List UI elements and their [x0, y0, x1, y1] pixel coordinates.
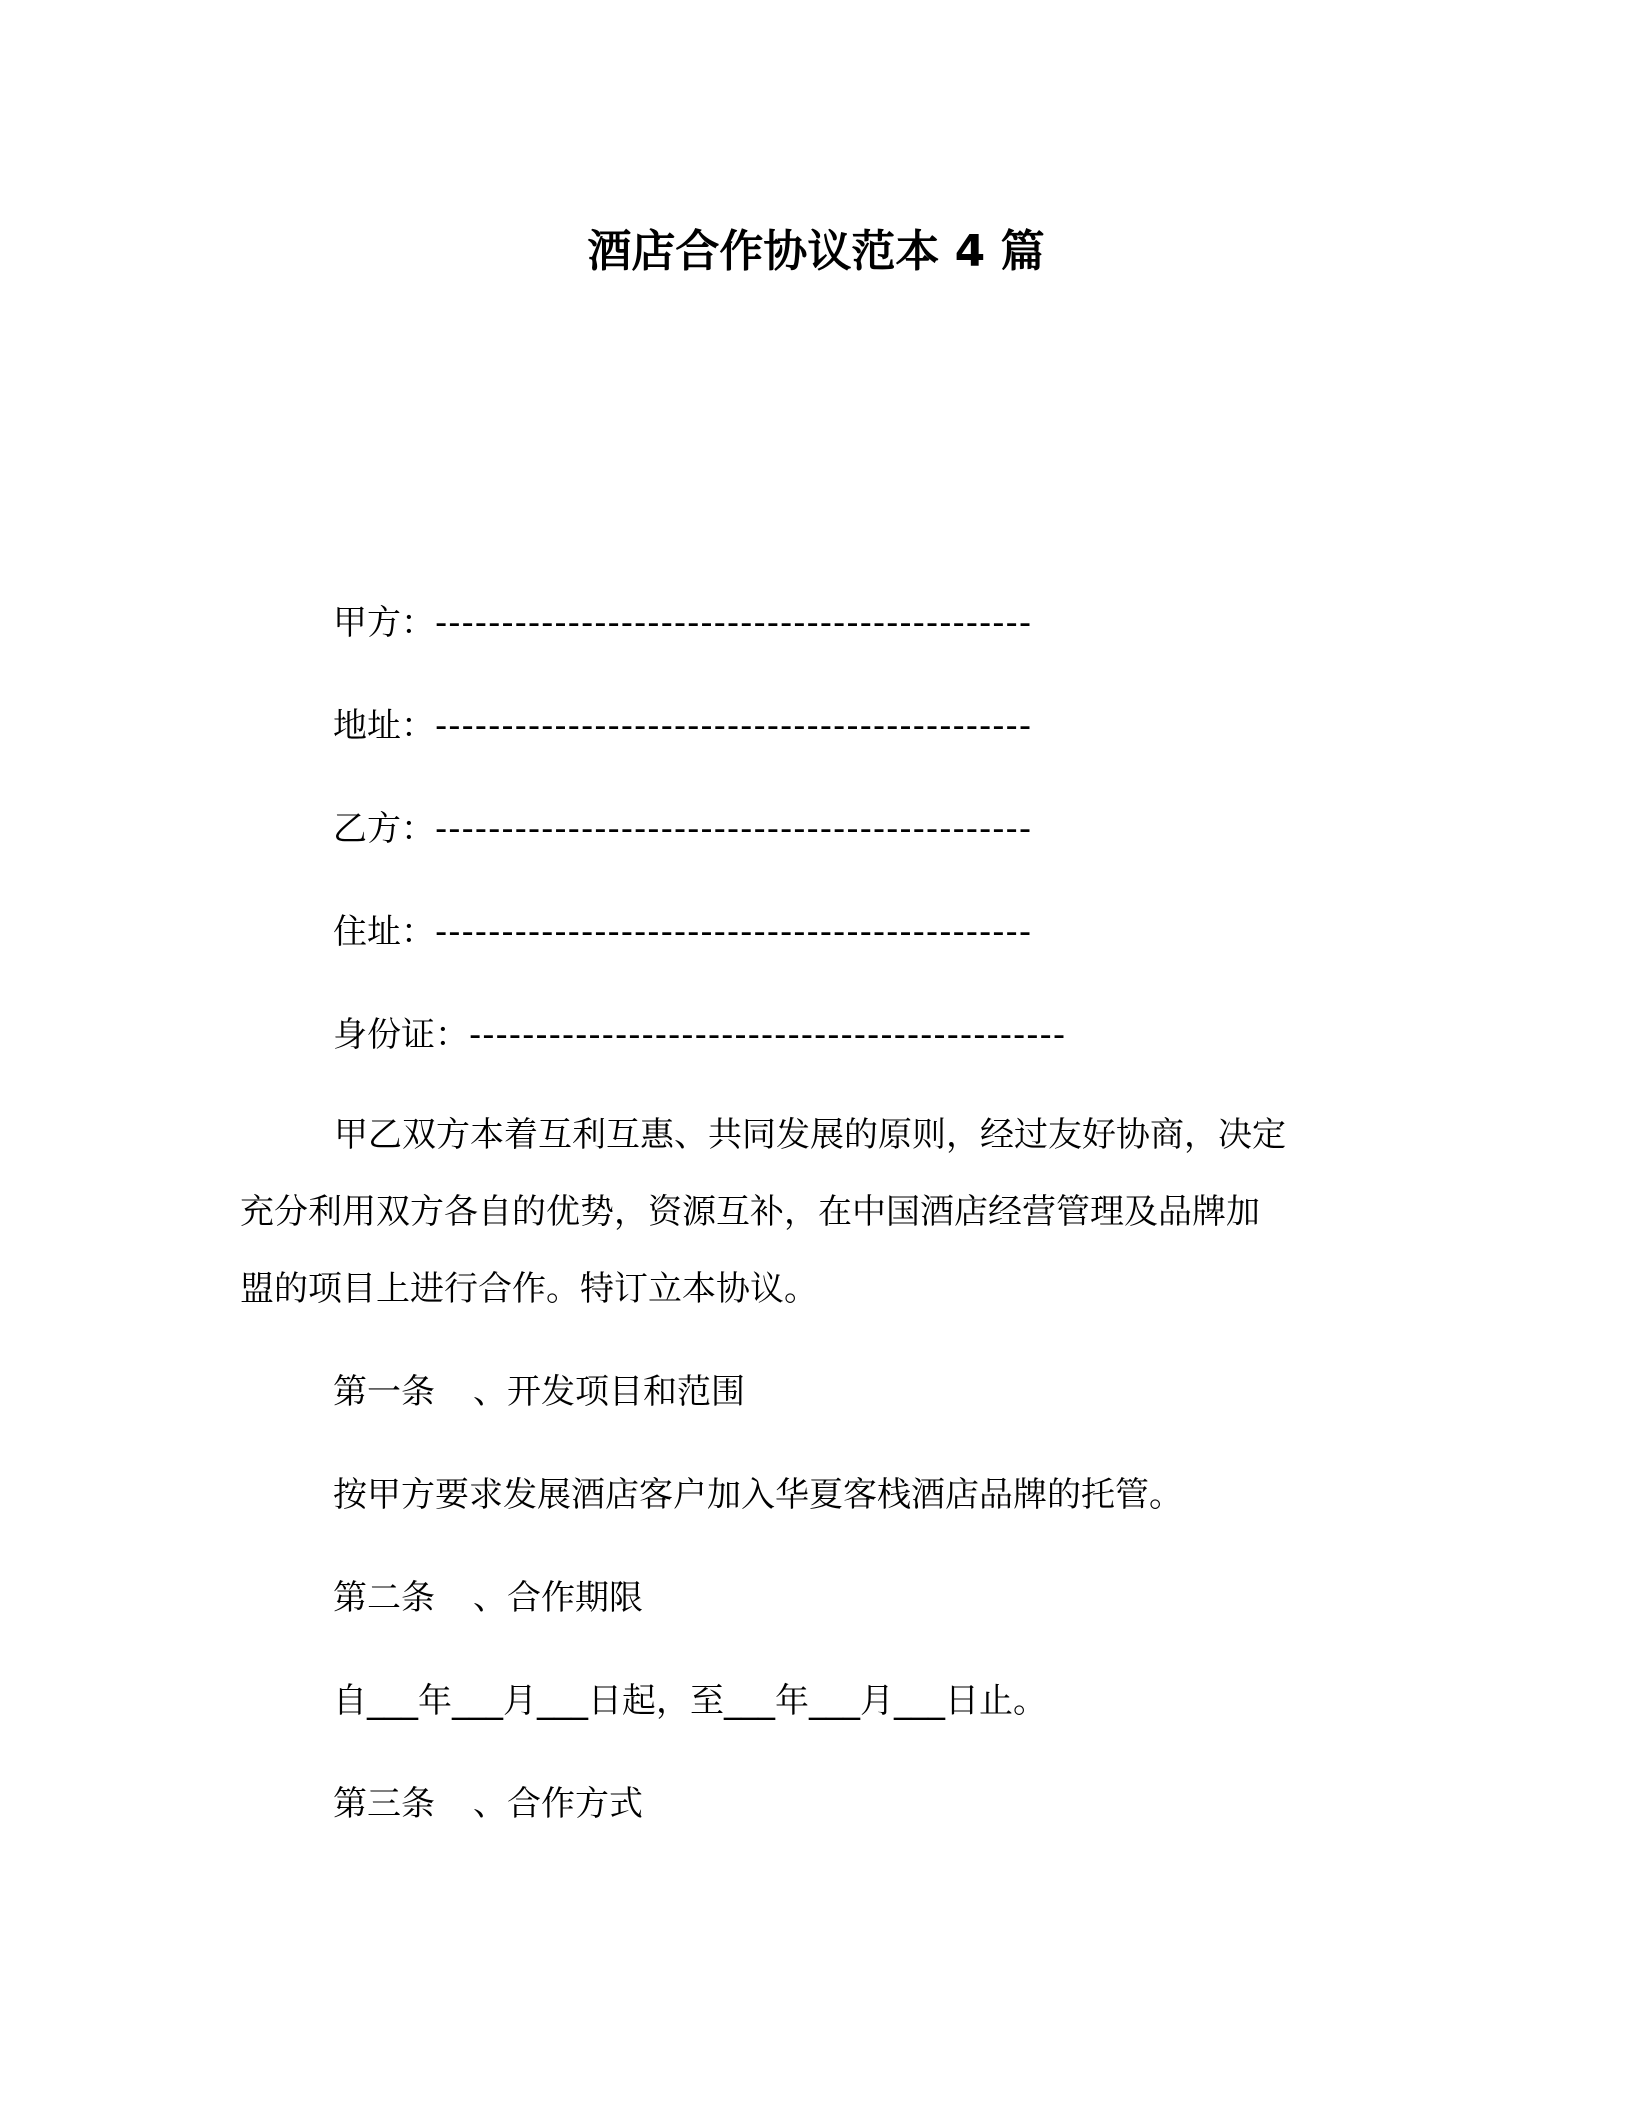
party-a-address-label: 地址：: [333, 706, 435, 746]
document-title: 酒店合作协议范本 4 篇: [587, 226, 1045, 277]
id-card-blank: ---------------------------------------------: [469, 1015, 1067, 1055]
party-b-label: 乙方：: [333, 809, 435, 849]
intro-line-2: 充分利用双方各自的优势，资源互补，在中国酒店经营管理及品牌加: [240, 1192, 1260, 1232]
party-b-residence-field: [333, 907, 1032, 957]
clause-body-2: 自___年___月___日起，至___年___月___日止。: [333, 1681, 1047, 1721]
party-b-residence-blank: ---------------------------------------------: [435, 912, 1033, 952]
clause-body-1: 按甲方要求发展酒店客户加入华夏客栈酒店品牌的托管。: [333, 1475, 1183, 1515]
clause-number-2: 第二条: [333, 1578, 435, 1618]
clause-heading-3: [333, 1779, 643, 1829]
clause-title-2: 、合作期限: [473, 1578, 643, 1618]
intro-line-3: 盟的项目上进行合作。特订立本协议。: [240, 1269, 818, 1309]
party-a-label: 甲方：: [333, 603, 435, 643]
clause-title-3: 、合作方式: [473, 1784, 643, 1824]
clause-title-1: 、开发项目和范围: [473, 1372, 745, 1412]
id-card-field: [333, 1010, 1066, 1060]
party-a-blank: ---------------------------------------------: [435, 603, 1033, 643]
clause-heading-1: [333, 1367, 745, 1417]
party-a-address-blank: ---------------------------------------------: [435, 706, 1033, 746]
clause-heading-2: [333, 1573, 643, 1623]
party-a-field: [333, 598, 1032, 648]
intro-paragraph: [240, 1097, 1370, 1328]
party-a-address-field: [333, 701, 1032, 751]
intro-line-1: 甲乙双方本着互利互惠、共同发展的原则，经过友好协商，决定: [334, 1115, 1286, 1155]
party-b-blank: ---------------------------------------------: [435, 809, 1033, 849]
clause-number-1: 第一条: [333, 1372, 435, 1412]
party-b-field: [333, 804, 1032, 854]
party-b-residence-label: 住址：: [333, 912, 435, 952]
clause-number-3: 第三条: [333, 1784, 435, 1824]
id-card-label: 身份证：: [333, 1015, 469, 1055]
